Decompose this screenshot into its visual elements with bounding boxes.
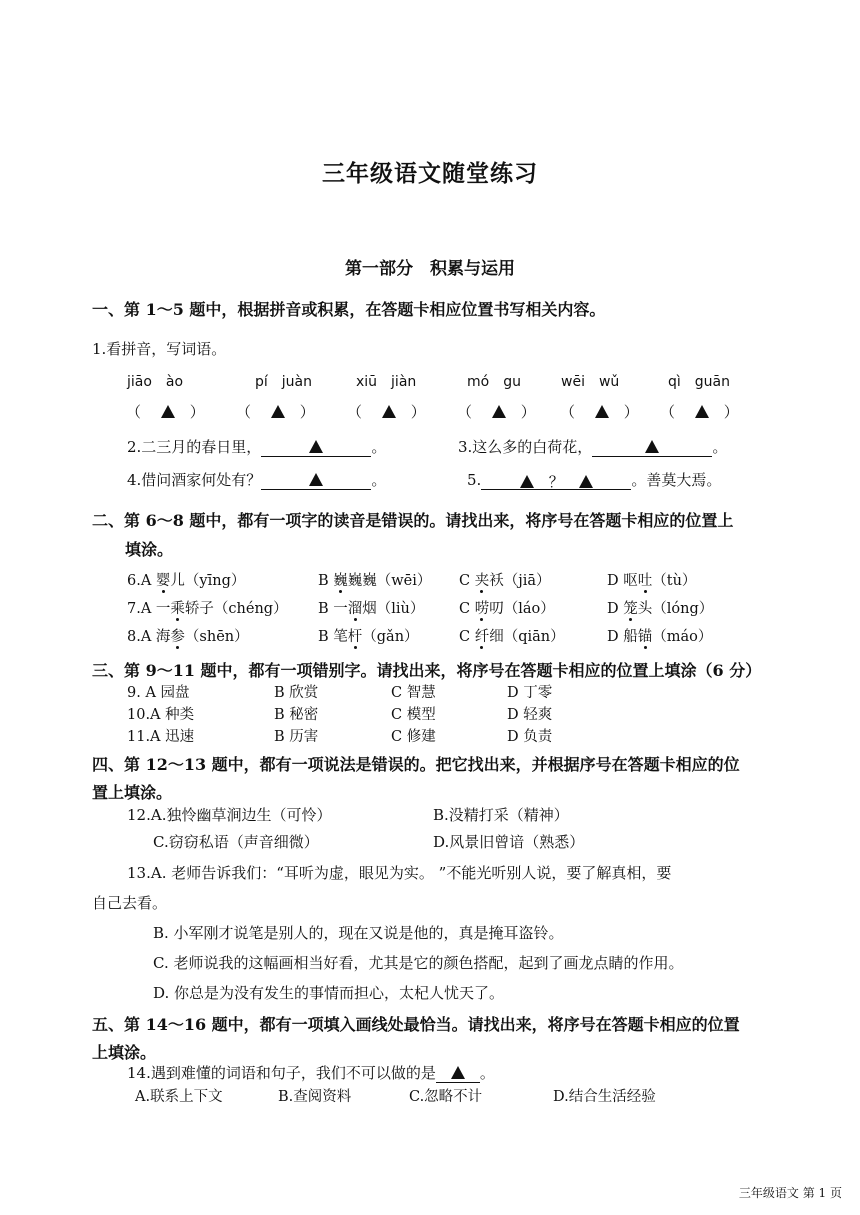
- q13-option-d: D. 你总是为没有发生的事情而担心，太杞人忧天了。: [153, 984, 505, 1002]
- triangle-icon: [271, 405, 285, 418]
- q9-option-c: C 智慧: [391, 685, 436, 701]
- q10-option-b: B 秘密: [274, 707, 319, 723]
- section-1-heading: 一、第 1～5 题中，根据拼音或积累，在答题卡相应位置书写相关内容。: [92, 300, 606, 319]
- q12-option-b: B.没精打采（精神）: [433, 806, 569, 824]
- answer-box-3: （ ）: [347, 403, 426, 421]
- q10-option-c: C 模型: [391, 707, 436, 723]
- q11-option-c: C 修建: [391, 729, 436, 745]
- q9-option-d: D 丁零: [507, 685, 553, 701]
- q13-option-a-cont: 自己去看。: [92, 894, 168, 912]
- q14-option-c: C.忽略不计: [409, 1089, 483, 1105]
- pinyin-6: qì guān: [668, 374, 730, 390]
- question-2: 2.二三月的春日里， 。: [127, 438, 387, 456]
- triangle-icon: [451, 1066, 465, 1079]
- question-4: 4.借问酒家何处有？ 。: [127, 471, 387, 489]
- q14-option-b: B.查阅资料: [278, 1089, 352, 1105]
- answer-box-5: （ ）: [560, 403, 639, 421]
- section-5-heading: 五、第 14～16 题中，都有一项填入画线处最恰当。请找出来，将序号在答题卡相应的位置: [92, 1015, 740, 1034]
- part-heading: 第一部分 积累与运用: [345, 259, 515, 279]
- triangle-icon: [309, 473, 323, 486]
- q6-option-a: 6.A 婴儿（yīng）: [127, 573, 246, 589]
- q8-option-a: 8.A 海参（shēn）: [127, 629, 249, 645]
- section-4-heading-cont: 置上填涂。: [92, 783, 173, 802]
- pinyin-4: mó gu: [467, 374, 521, 390]
- pinyin-2: pí juàn: [255, 374, 312, 390]
- q9-option-b: B 欣赏: [274, 685, 319, 701]
- pinyin-5: wēi wǔ: [561, 374, 620, 390]
- q8-option-b: B 笔杆（gǎn）: [318, 629, 419, 645]
- q14-option-a: A.联系上下文: [135, 1089, 223, 1105]
- section-3-heading: 三、第 9～11 题中，都有一项错别字。请找出来，将序号在答题卡相应的位置上填涂（6 分）: [92, 661, 762, 680]
- triangle-icon: [382, 405, 396, 418]
- q7-option-c: C 唠叨（láo）: [459, 601, 555, 617]
- q11-option-b: B 历害: [274, 729, 319, 745]
- q8-option-d: D 船锚（máo）: [607, 629, 713, 645]
- question-5: 5. ？ 。善莫大焉。: [467, 471, 722, 491]
- answer-box-4: （ ）: [457, 403, 536, 421]
- question-1: 1.看拼音，写词语。: [92, 340, 227, 358]
- triangle-icon: [309, 440, 323, 453]
- q11-option-d: D 负责: [507, 729, 553, 745]
- q12-option-a: 12.A.独怜幽草涧边生（可怜）: [127, 806, 332, 824]
- q10-option-d: D 轻爽: [507, 707, 553, 723]
- question-14: 14.遇到难懂的词语和句子，我们不可以做的是 。: [127, 1064, 495, 1082]
- q6-option-b: B 巍巍巍（wēi）: [318, 573, 432, 589]
- triangle-icon: [579, 475, 593, 488]
- q13-option-a: 13.A. 老师告诉我们：“耳听为虚，眼见为实。 ”不能光听别人说，要了解真相，要: [127, 864, 672, 882]
- triangle-icon: [595, 405, 609, 418]
- triangle-icon: [520, 475, 534, 488]
- section-5-heading-cont: 上填涂。: [92, 1043, 157, 1062]
- question-3: 3.这么多的白荷花， 。: [458, 438, 728, 456]
- answer-box-1: （ ）: [126, 403, 205, 421]
- answer-box-6: （ ）: [660, 403, 739, 421]
- pinyin-1: jiāo ào: [127, 374, 184, 390]
- q8-option-c: C 纤细（qiān）: [459, 629, 565, 645]
- q7-option-d: D 笼头（lóng）: [607, 601, 714, 617]
- page-title: 三年级语文随堂练习: [322, 160, 538, 187]
- triangle-icon: [645, 440, 659, 453]
- q13-option-b: B. 小军刚才说笔是别人的，现在又说是他的，真是掩耳盗铃。: [153, 924, 564, 942]
- triangle-icon: [492, 405, 506, 418]
- q12-option-c: C.窃窃私语（声音细微）: [153, 833, 319, 851]
- q9-option-a: 9. A 园盘: [127, 685, 190, 701]
- q6-option-c: C 夹袄（jiā）: [459, 573, 551, 589]
- q13-option-c: C. 老师说我的这幅画相当好看，尤其是它的颜色搭配，起到了画龙点睛的作用。: [153, 954, 684, 972]
- q11-option-a: 11.A 迅速: [127, 729, 195, 745]
- q10-option-a: 10.A 种类: [127, 707, 195, 723]
- pinyin-3: xiū jiàn: [356, 374, 417, 390]
- section-2-heading: 二、第 6～8 题中，都有一项字的读音是错误的。请找出来，将序号在答题卡相应的位置上: [92, 511, 734, 530]
- q7-option-b: B 一溜烟（liù）: [318, 601, 425, 617]
- q14-option-d: D.结合生活经验: [553, 1089, 656, 1105]
- answer-box-2: （ ）: [236, 403, 315, 421]
- q6-option-d: D 呕吐（tù）: [607, 573, 697, 589]
- section-4-heading: 四、第 12～13 题中，都有一项说法是错误的。把它找出来，并根据序号在答题卡相应的位: [92, 755, 740, 774]
- q7-option-a: 7.A 一乘轿子（chéng）: [127, 601, 288, 617]
- page-footer: 三年级语文 第 1 页: [738, 1186, 842, 1200]
- triangle-icon: [695, 405, 709, 418]
- q12-option-d: D.风景旧曾谙（熟悉）: [433, 833, 585, 851]
- section-2-heading-cont: 填涂。: [125, 540, 174, 559]
- triangle-icon: [161, 405, 175, 418]
